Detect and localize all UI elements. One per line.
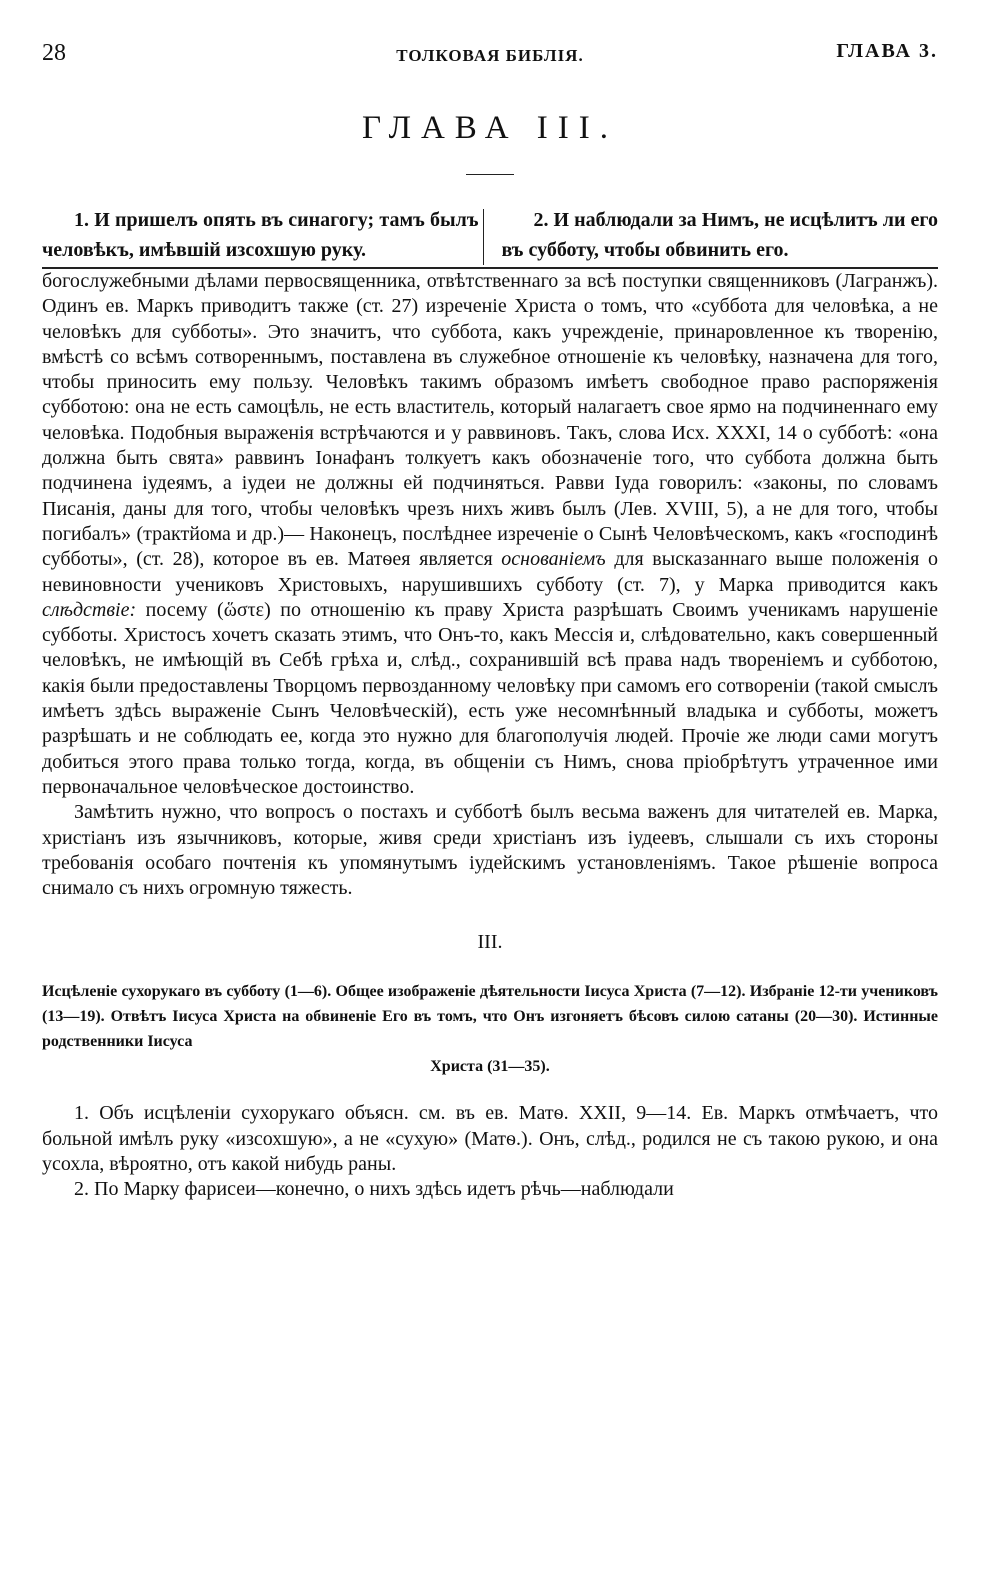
commentary-text-a: богослужебными дѣлами первосвященника, отвѣтственнаго за всѣ поступки священниковъ (Лагранжъ). Одинъ ев. Маркъ приводитъ также (ст. 27) изреченіе Христа о томъ, что «суббота для человѣка, а не человѣкъ для субботы». Это значитъ, что суббота, какъ учрежденіе, принаровленное къ творенію, вмѣстѣ со всѣмъ сотвореннымъ, поставлена въ служебное отношеніе къ человѣку, назначена для того, чтобы приносить ему пользу. Человѣкъ такимъ образомъ имѣетъ свободное право распоряженія субботою: она не есть самоцѣль, не есть властитель, который налагаетъ свое ярмо на подчиненнаго ему человѣка. Подобныя выраженія встрѣчаются и у раввиновъ. Такъ, слова Исх. XXXI, 14 о субботѣ: «она должна быть свята» раввинъ Іонафанъ толкуетъ какъ обозначеніе того, что суббота должна быть подчинена іудеямъ, а іудеи не должны ей подчиняться. Равви Іуда говорилъ: «законы, по словамъ Писанія, даны для того, чтобы человѣкъ чрезъ нихъ живъ былъ (Лев. XVIII, 5), а не для того, чтобы погибалъ» (трактйома и др.)— Наконецъ, послѣднее изреченіе о Сынѣ Человѣческомъ, какъ «господинѣ субботы», (ст. 28), которое въ ев. Матѳея является	[42, 270, 938, 571]
verse-block	[42, 205, 938, 269]
section-numeral: III.	[477, 931, 503, 954]
running-header	[42, 40, 938, 76]
verse-1: 1. И пришелъ опять въ синагогу; тамъ былъ человѣкъ, имѣвшій изсохшую руку.	[42, 209, 479, 261]
commentary	[42, 269, 938, 901]
summary-text: Исцѣленіе сухорукаго въ субботу (1—6). Общее изображеніе дѣятельности Іисуса Христа (7—12). Избраніе 12-ти учениковъ (13—19). Отвѣтъ Іисуса Христа на обвиненіе Его въ томъ, что Онъ изгоняетъ бѣсовъ силою сатаны (20—30). Истинные родственники Іисуса	[42, 983, 938, 1051]
commentary-text-b: для высказаннаго выше положенія о невиновности учениковъ Христовыхъ, нарушившихъ субботу (ст. 7), у Марка приводится какъ	[42, 548, 939, 596]
note-1: 1. Объ исцѣленіи сухорукаго объясн. см. въ ев. Матѳ. XXII, 9—14. Ев. Маркъ отмѣчаетъ, что больной имѣлъ руку «изсохшую», а не «сухую» (Матѳ.). Онъ, слѣд., родился не съ такою рукою, и она усохла, вѣроятно, отъ какой нибудь раны.	[42, 1102, 938, 1176]
page	[42, 40, 938, 1203]
verse-notes	[42, 1101, 938, 1202]
note-2: 2. По Марку фарисеи—конечно, о нихъ здѣсь идетъ рѣчь—наблюдали	[74, 1178, 674, 1201]
commentary-text-c: посему (ὥστε) по отношенію къ праву Христа разрѣшать Своимъ ученикамъ нарушеніе субботы. Христосъ хочетъ сказать этимъ, что Онъ-то, какъ Мессія и, слѣдовательно, какъ совершенный человѣкъ, не имѣющій въ Себѣ грѣха и, слѣд., сохранившій всѣ права надъ твореніемъ и субботою, какія были предоставлены Творцомъ первозданному человѣку при самомъ его сотвореніи (такой смыслъ имѣетъ здѣсь выраженіе Сынъ Человѣческій), есть уже несомнѣнный владыка и субботы, можетъ разрѣшать и не соблюдать ее, когда это нужно для благополучія людей. Прочіе же люди сами могутъ добиться этого права только тогда, когда, въ общеніи съ Нимъ, снова пріобрѣтутъ утраченное ими первоначальное человѣческое достоинство.	[42, 598, 938, 798]
running-chapter: ГЛАВА 3.	[836, 40, 938, 62]
verse-2: 2. И наблюдали за Нимъ, не исцѣлитъ ли его въ субботу, чтобы обвинить его.	[501, 209, 938, 261]
commentary-italic-2: слѣдствіе:	[42, 598, 137, 621]
running-title: ТОЛКОВАЯ БИБЛІЯ.	[396, 46, 584, 65]
chapter-summary	[42, 979, 938, 1079]
commentary-paragraph-2: Замѣтить нужно, что вопросъ о постахъ и субботѣ былъ весьма важенъ для читателей ев. Марка, христіанъ изъ язычниковъ, которые, живя среди христіанъ изъ іудеевъ, слышали съ ихъ стороны требованія особаго почтенія къ упомянутымъ іудейскимъ установленіямъ. Такое рѣшеніе вопроса снимало съ нихъ огромную тяжесть.	[42, 801, 938, 900]
commentary-italic-1: основаніемъ	[501, 548, 606, 571]
chapter-rule	[466, 174, 514, 175]
summary-last-line: Христа (31—35).	[430, 1058, 550, 1076]
commentary-paragraph-1	[42, 269, 938, 800]
page-number: 28	[42, 40, 66, 66]
chapter-heading: ГЛАВА III.	[361, 110, 619, 146]
